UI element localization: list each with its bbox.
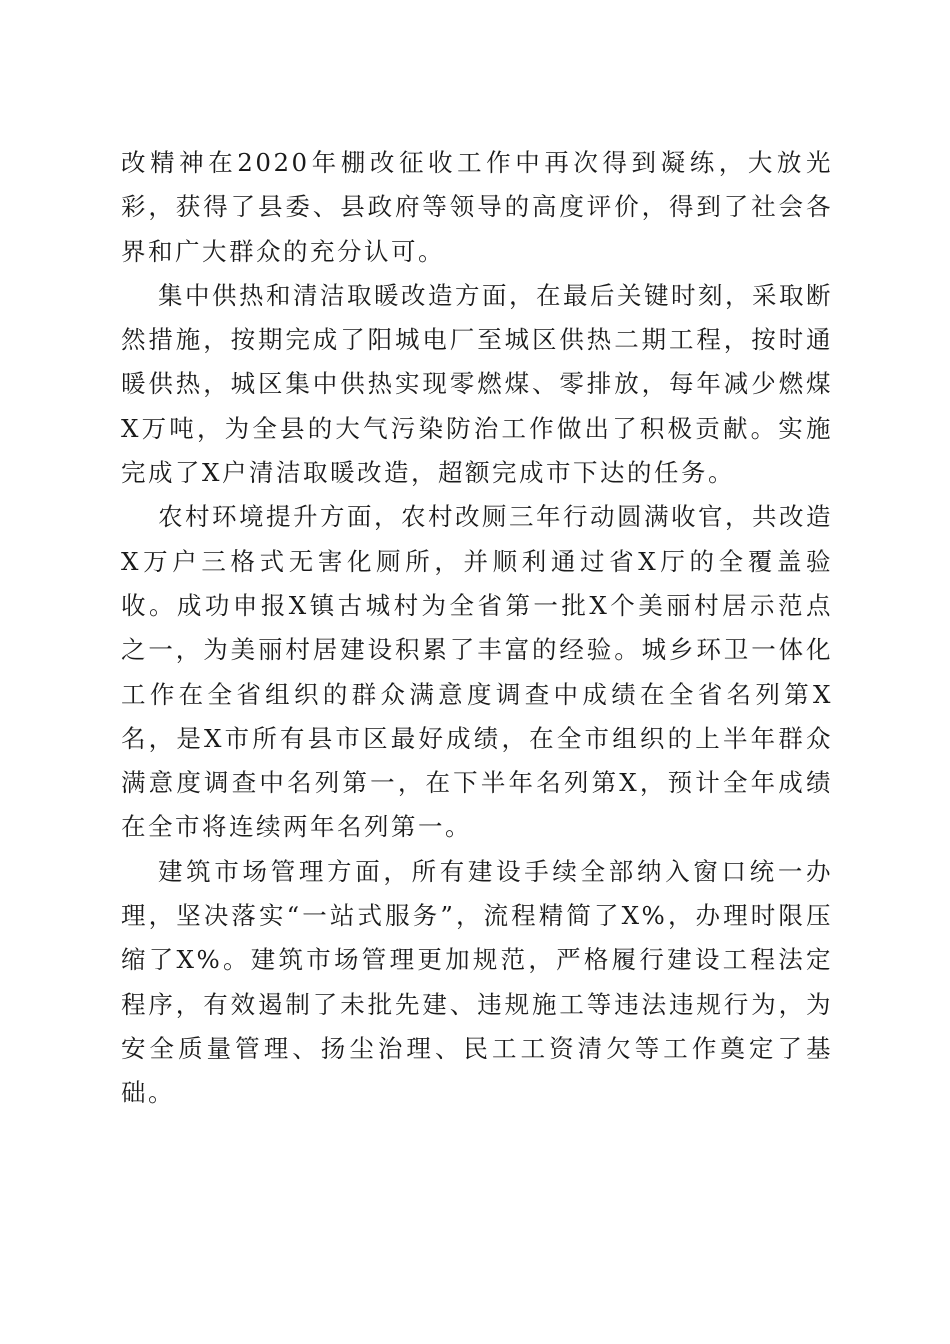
paragraph-rural-environment: 农村环境提升方面，农村改厕三年行动圆满收官，共改造X万户三格式无害化厕所，并顺利通过省X厅的全覆盖验收。成功申报X镇古城村为全省第一批X个美丽村居示范点之一，为美丽村居建设积累了丰富的经验。城乡环卫一体化工作在全省组织的群众满意度调查中成绩在全省名列第X名，是X市所有县市区最好成绩，在全市组织的上半年群众满意度调查中名列第一，在下半年名列第X，预计全年成绩在全市将连续两年名列第一。	[121, 502, 833, 842]
paragraph-construction-market: 建筑市场管理方面，所有建设手续全部纳入窗口统一办理，坚决落实“一站式服务”，流程精简了X%，办理时限压缩了X%。建筑市场管理更加规范，严格履行建设工程法定程序，有效遏制了未批先建、违规施工等违法违规行为，为安全质量管理、扬尘治理、民工工资清欠等工作奠定了基础。	[121, 856, 833, 1108]
paragraph-heating: 集中供热和清洁取暖改造方面，在最后关键时刻，采取断然措施，按期完成了阳城电厂至城区供热二期工程，按时通暖供热，城区集中供热实现零燃煤、零排放，每年减少燃煤X万吨，为全县的大气污染防治工作做出了积极贡献。实施完成了X户清洁取暖改造，超额完成市下达的任务。	[121, 280, 833, 488]
document-body	[121, 141, 833, 1116]
paragraph-continuation: 改精神在2020年棚改征收工作中再次得到凝练，大放光彩，获得了县委、县政府等领导的高度评价，得到了社会各界和广大群众的充分认可。	[121, 148, 833, 266]
